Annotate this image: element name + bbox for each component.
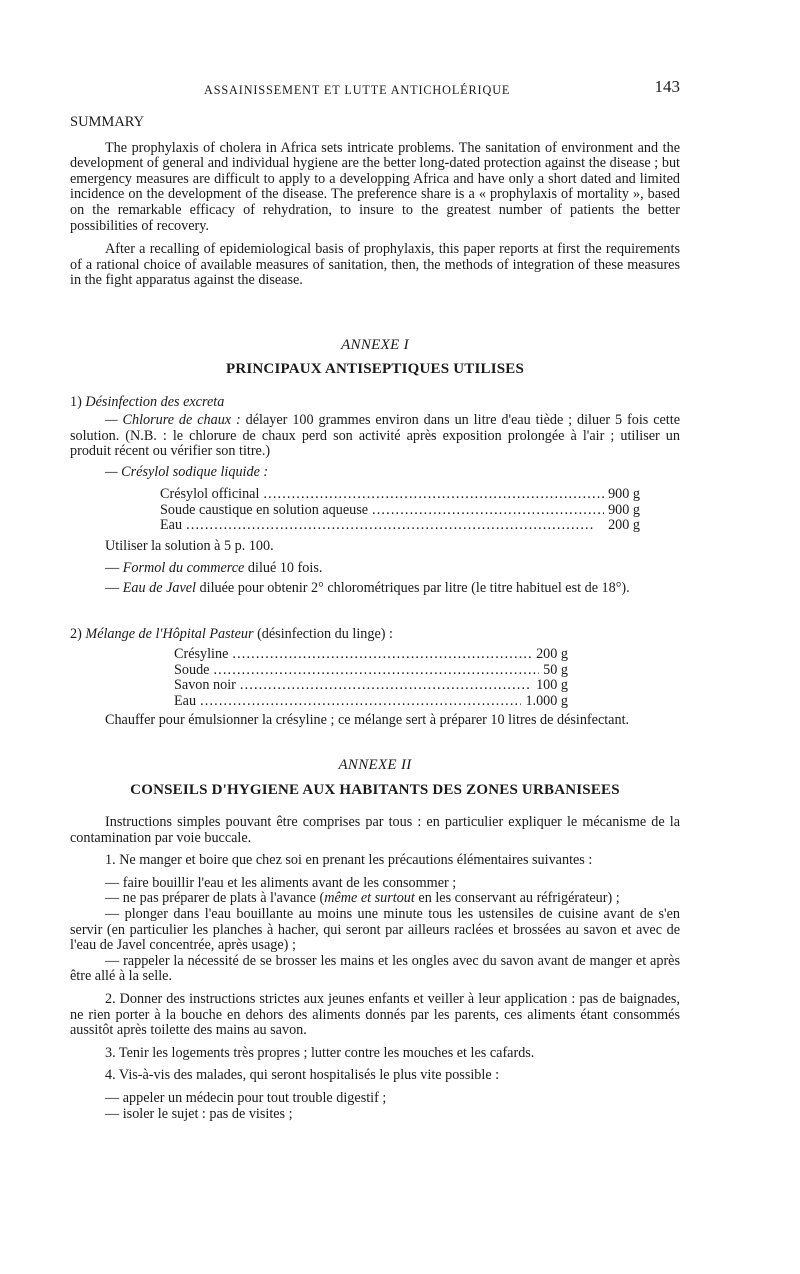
recipe-cresylol	[160, 487, 640, 534]
intro-paragraph: Instructions simples pouvant être comprises par tous : en particulier expliquer le mécanisme de la contamination par voie buccale.	[70, 814, 680, 846]
running-header	[70, 79, 680, 99]
annexe-1-title: PRINCIPAUX ANTISEPTIQUES UTILISES	[225, 361, 525, 377]
formol-name: Formol du commerce	[122, 560, 245, 576]
recipe-row: Soude . . . 50 g	[174, 663, 568, 679]
point-4: 4. Vis-à-vis des malades, qui seront hospitalisés le plus vite possible :	[105, 1067, 500, 1084]
recipe-row: Savon noir . . . 100 g	[174, 678, 568, 694]
list-item: — plonger dans l'eau bouillante au moins une minute tous les ustensiles de cuisine avant de s'en servir (en particulier les planches à hacher, qui seront par ailleurs raclées et brossées au savon et avec de l'eau de Javel concentrée, après usage) ;	[70, 905, 680, 954]
utiliser-line: Utiliser la solution à 5 p. 100.	[105, 538, 274, 554]
point-1: 1. Ne manger et boire que chez soi en prenant les précautions élémentaires suivantes :	[105, 852, 593, 869]
cresylol-name: — Crésylol sodique liquide :	[105, 464, 269, 480]
recipe-row: Soude caustique en solution aqueuse . . . 900 g	[160, 503, 640, 519]
chlorure-text: délayer 100 grammes environ dans un litre d'eau tiède ; diluer 5 fois cette solution. (N.B. : le chlorure de chaux perd son activité après exposition prolongée à l'air ; utiliser un produit récent ou vérifier son titre.)	[70, 412, 680, 460]
list-item: — isoler le sujet : pas de visites ;	[105, 1105, 293, 1122]
chauffer-paragraph: Chauffer pour émulsionner la crésyline ; ce mélange sert à préparer 10 litres de désinfectant.	[105, 712, 630, 728]
javel-entry: — Eau de Javel diluée pour obtenir 2° chlorométriques par litre (le titre habituel est de 18°).	[105, 580, 630, 596]
running-title: ASSAINISSEMENT ET LUTTE ANTICHOLÉRIQUE	[204, 83, 511, 97]
section-1-heading	[70, 395, 680, 411]
javel-name: Eau de Javel	[122, 580, 196, 596]
recipe-row: Crésylol officinal . . . 900 g	[160, 487, 640, 503]
list-item: — ne pas préparer de plats à l'avance (même et surtout en les conservant au réfrigérateur) ;	[105, 890, 620, 907]
chlorure-entry	[70, 413, 680, 460]
section-2-title: Mélange de l'Hôpital Pasteur	[85, 626, 254, 642]
recipe-row: Eau . . . 1.000 g	[174, 694, 568, 710]
annexe-2-body	[70, 815, 680, 1122]
recipe-row: Crésyline . . . 200 g	[174, 647, 568, 663]
section-1-number: 1)	[70, 394, 82, 410]
summary-heading: SUMMARY	[70, 114, 145, 130]
section-2-heading: 2) Mélange de l'Hôpital Pasteur (désinfection du linge) :	[70, 626, 393, 642]
list-item: — faire bouillir l'eau et les aliments avant de les consommer ;	[105, 874, 457, 891]
summary-section	[70, 115, 680, 289]
summary-paragraph: After a recalling of epidemiological basis of prophylaxis, this paper reports at first the requirements of a rational choice of available measures of sanitation, then, the methods of integration of these measures in the fight apparatus against the disease.	[70, 241, 680, 289]
recipe-row: Eau . . . 200 g	[160, 518, 640, 534]
formol-entry: — Formol du commerce dilué 10 fois.	[105, 560, 323, 576]
recipe-pasteur	[174, 647, 568, 709]
list-item: — rappeler la nécessité de se brosser les mains et les ongles avec du savon avant de manger et après être allé à la selle.	[70, 952, 680, 985]
list-item: — appeler un médecin pour tout trouble digestif ;	[105, 1089, 387, 1106]
annexe-2-label: ANNEXE II	[338, 757, 412, 773]
point-2: 2. Donner des instructions strictes aux jeunes enfants et veiller à leur application : pas de baignades, ne rien porter à la bouche en dehors des aliments donnés par les parents, ces aliments étant consommés aussitôt après toilette des mains au savon.	[70, 990, 680, 1039]
summary-paragraph: The prophylaxis of cholera in Africa sets intricate problems. The sanitation of environment and the development of general and individual hygiene are the better long-dated protection against the disease ; but emergency measures are difficult to apply to a developping Africa and have only a short dated and limited incidence on the development of the disease. The preference share is a « prophylaxis of mortality », based on the remarkable efficacy of rehydration, to insure to the greatest number of patients the better possibilities of recovery.	[70, 139, 680, 234]
page-number: 143	[654, 77, 680, 96]
section-1-title: Désinfection des excreta	[85, 394, 225, 410]
section-2-number: 2)	[70, 626, 86, 642]
chlorure-name: — Chlorure de chaux :	[105, 412, 241, 428]
annexe-1-label: ANNEXE I	[341, 337, 409, 353]
cresylol-entry	[70, 465, 680, 481]
point-3: 3. Tenir les logements très propres ; lutter contre les mouches et les cafards.	[105, 1044, 535, 1061]
annexe-2-title: CONSEILS D'HYGIENE AUX HABITANTS DES ZONES URBANISEES	[130, 782, 620, 798]
